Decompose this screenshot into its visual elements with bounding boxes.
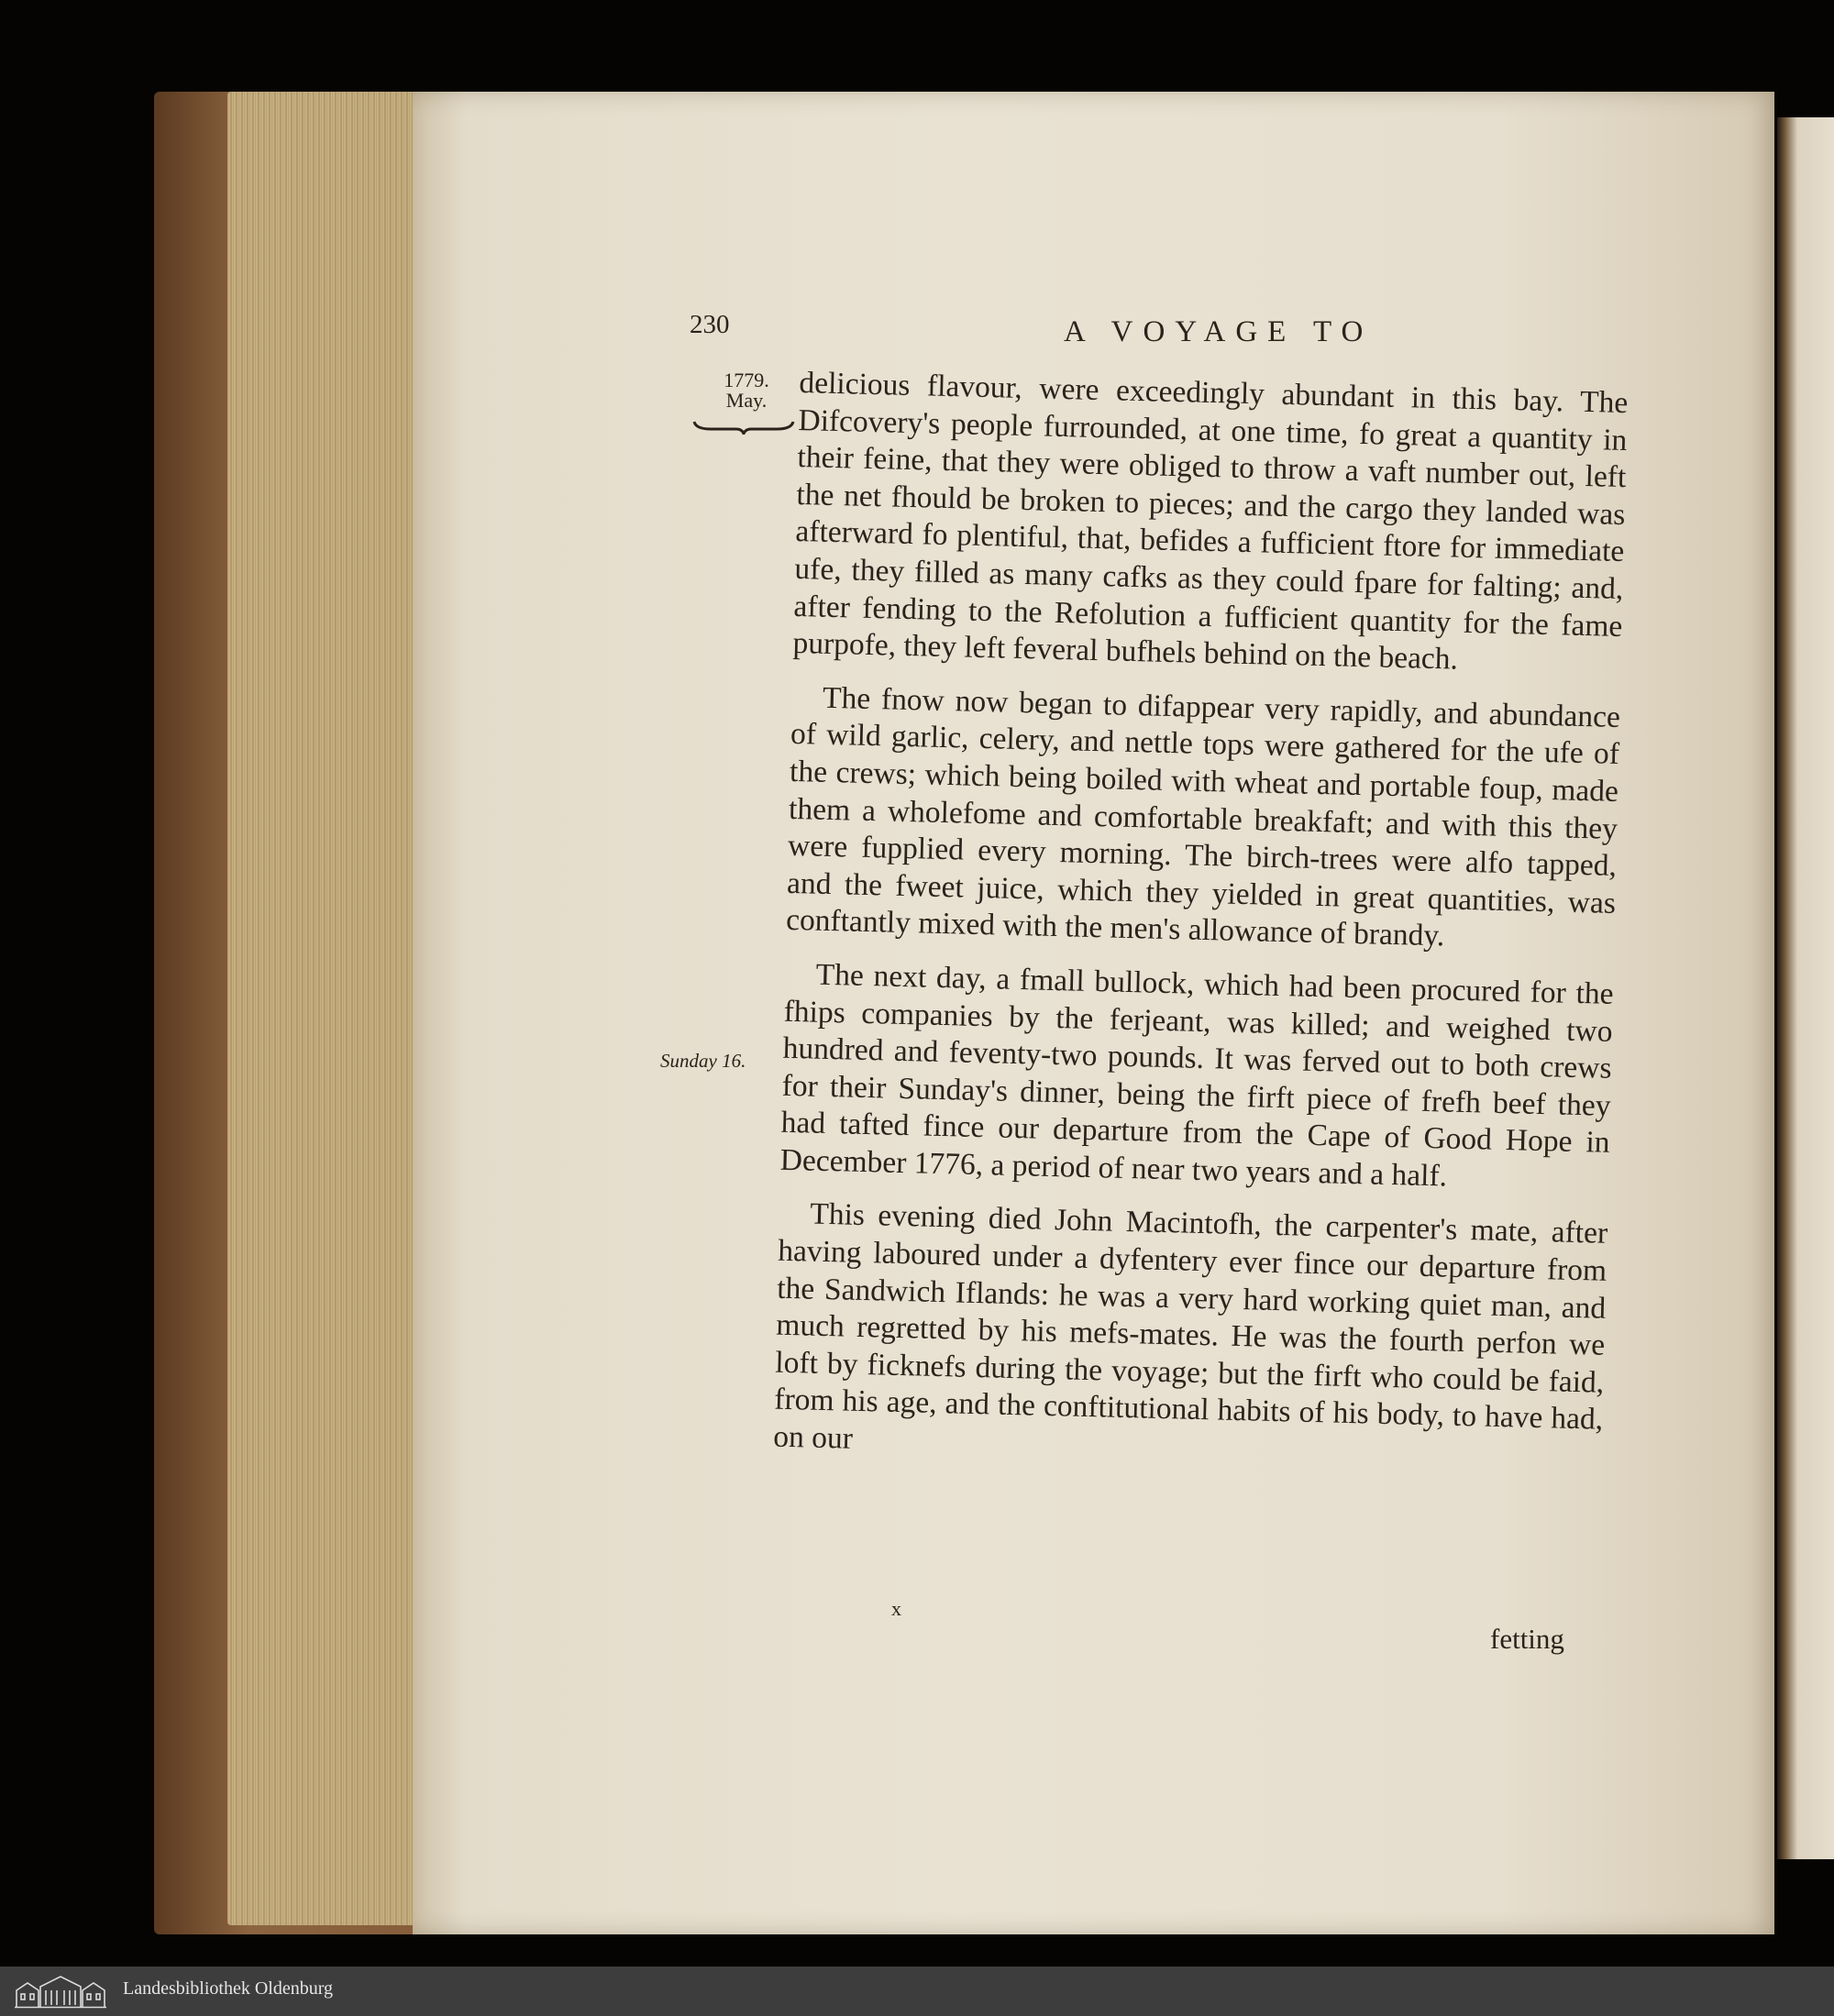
signature-mark: x <box>891 1597 901 1620</box>
facing-page-edge <box>1777 117 1834 1859</box>
paragraph-2: The fnow now began to difappear very rapidly, and abundance of wild garlic, celery, and nettle tops were gathered for the ufe of the crews; which being boiled with wheat and portable foup, made them a wholefome and comfortable breakfaft; and with this they were fupplied every morning. The birch-trees were alfo tapped, and the fweet juice, which they yielded in great quantities, was conftantly mixed with the men's allowance of brandy. <box>785 680 1621 953</box>
body-text <box>772 365 1628 1493</box>
paragraph-3: The next day, a fmall bullock, which had been procured for the fhips companies by the ferjeant, was killed; and weighed two hundred and feventy-two pounds. It was ferved out to both crews for their Sunday's dinner, being the firft piece of frefh beef they had tafted fince our departure from the Cape of Good Hope in December 1776, a period of near two years and a half. <box>779 957 1614 1194</box>
library-building-icon[interactable] <box>13 1974 108 2009</box>
page-number: 230 <box>690 310 730 339</box>
library-name[interactable]: Landesbibliothek Oldenburg <box>123 1978 334 1999</box>
running-title: A VOYAGE TO <box>1064 315 1374 348</box>
footer-bar <box>0 1966 1834 2016</box>
paragraph-1: delicious flavour, were exceedingly abundant in this bay. The Difcovery's people furrounded, at one time, fo great a quantity in their feine, that they were obliged to throw a vaft number out, left the net fhould be broken to pieces; and the cargo they landed was afterward fo plentiful, that, befides a fufficient ftore for immediate ufe, they filled as many cafks as they could fpare for falting; and, after fending to the Refolution a fufficient quantity for the fame purpofe, they left feveral bufhels behind on the beach. <box>792 365 1629 677</box>
brace-icon <box>692 420 795 435</box>
margin-sidenote: Sunday 16. <box>660 1050 746 1072</box>
catchword: fetting <box>1490 1623 1564 1655</box>
margin-date <box>717 370 776 411</box>
margin-year: 1779. <box>724 369 769 391</box>
page-edges <box>227 92 415 1925</box>
paragraph-4: This evening died John Macintofh, the carpenter's mate, after having laboured under a dyfentery ever fince our departure from the Sandwich Iflands: he was a very hard working quiet man, and much regretted by his mefs-mates. He was the fourth perfon we loft by ficknefs during the voyage; but the firft who could be faid, from his age, and the conftitutional habits of his body, to have had, on our <box>772 1197 1608 1456</box>
margin-month: May. <box>725 389 768 412</box>
